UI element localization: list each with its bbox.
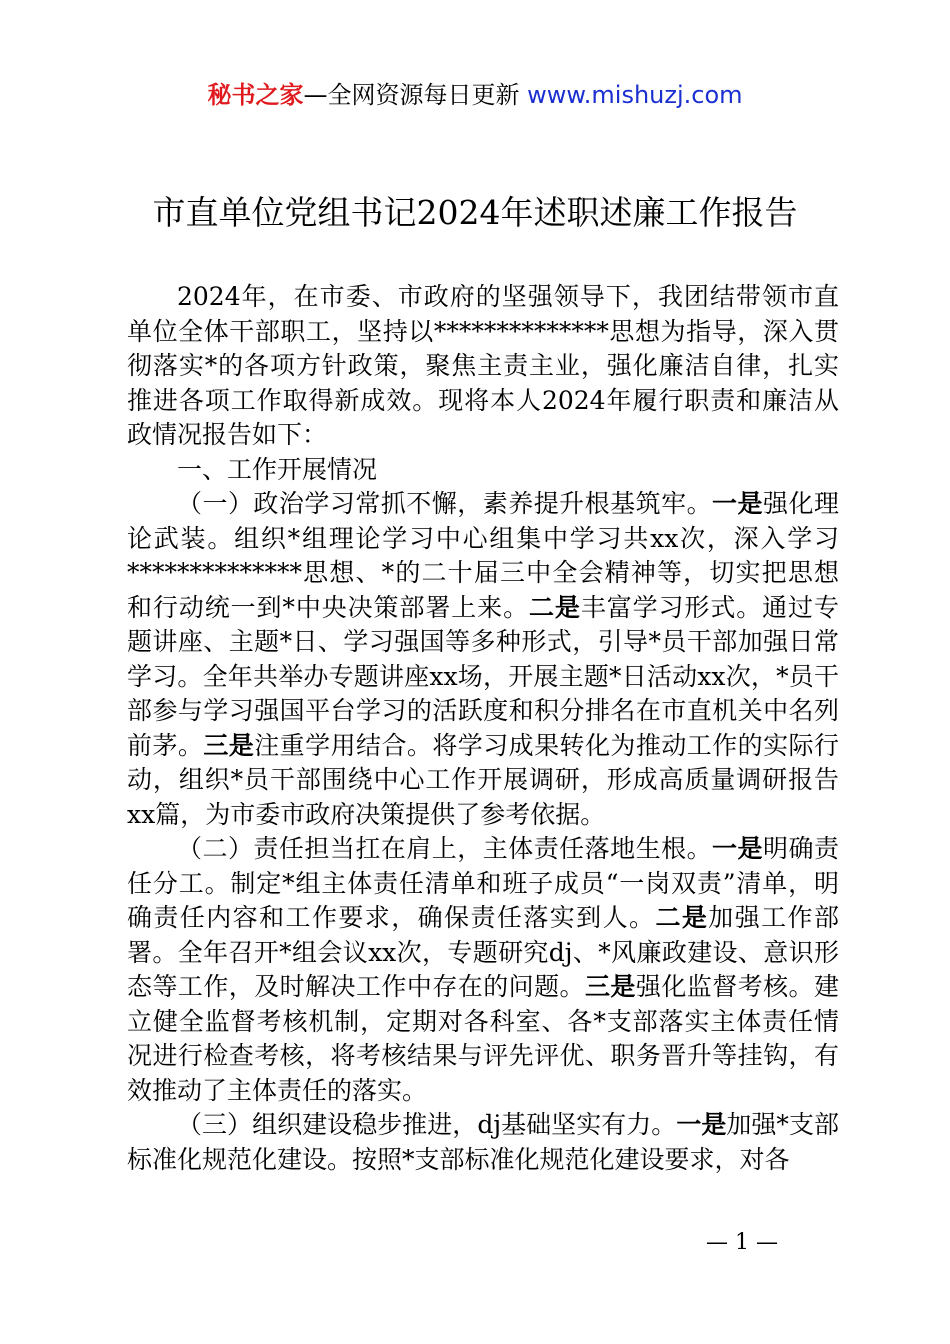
subsection-title: （一）政治学习常抓不懈，素养提升根基筑牢。 <box>177 489 713 518</box>
paragraph-text: 明确责任分工。制定*组主体责任清单和班子成员“一岗双责”清单，明确责任内容和工作要求，确保责任落实到人。 <box>127 834 839 932</box>
keyword-second: 二是 <box>655 903 709 932</box>
keyword-first: 一是 <box>712 834 764 863</box>
site-brand: 秘书之家 <box>207 81 304 109</box>
paragraph-text: 强化监督考核。建立健全监督考核机制，定期对各科室、各*支部落实主体责任情况进行检查考核，将考核结果与评先评优、职务晋升等挂钩，有效推动了主体责任的落实。 <box>127 972 839 1105</box>
paragraph-text: 强化理论武装。组织*组理论学习中心组集中学习共xx次，深入学习**************思想、*的二十届三中全会精神等，切实把思想和行动统一到*中央决策部署上来。 <box>127 489 839 622</box>
keyword-second: 二是 <box>529 592 581 622</box>
paragraph-text: 注重学用结合。将学习成果转化为推动工作的实际行动，组织*员干部围绕中心工作开展调研，形成高质量调研报告xx篇，为市委市政府决策提供了参考依据。 <box>127 730 839 829</box>
keyword-first: 一是 <box>712 489 764 518</box>
intro-paragraph: 2024年，在市委、市政府的坚强领导下，我团结带领市直单位全体干部职工，坚持以**************思想为指导，深入贯彻落实*的各项方针政策，聚焦主责主业，强化廉洁自律，扎实推进各项工作取得新成效。现将本人2024年履行职责和廉洁从政情况报告如下： <box>127 282 839 449</box>
keyword-third: 三是 <box>584 972 636 1001</box>
paragraph-text: 加强*支部标准化规范化建设。按照*支部标准化规范化建设要求，对各 <box>127 1110 839 1174</box>
subsection-title: （二）责任担当扛在肩上，主体责任落地生根。 <box>177 834 713 863</box>
keyword-first: 一是 <box>676 1110 727 1139</box>
paragraph-text: 丰富学习形式。通过专题讲座、主题*日、学习强国等多种形式，引导*员干部加强日常学习。全年共举办专题讲座xx场，开展主题*日活动xx次，*员干部参与学习强国平台学习的活跃度和积分排名在市直机关中名列前茅。 <box>127 592 839 760</box>
page-number: — 1 — <box>706 1230 778 1255</box>
paragraph-text: 加强工作部署。全年召开*组会议xx次，专题研究dj、*风廉政建设、意识形态等工作，及时解决工作中存在的问题。 <box>127 903 839 1001</box>
site-header <box>0 78 950 112</box>
site-url-link[interactable]: www.mishuzj.com <box>527 81 743 109</box>
document-body <box>127 280 839 1177</box>
section-heading: 一、工作开展情况 <box>177 454 378 484</box>
subsection-paragraph-2 <box>127 832 839 1108</box>
subsection-title: （三）组织建设稳步推进，dj基础坚实有力。 <box>177 1110 677 1139</box>
subsection-paragraph-1 <box>127 487 839 832</box>
site-tagline: —全网资源每日更新 <box>303 81 528 109</box>
document-title: 市直单位党组书记2024年述职述廉工作报告 <box>152 193 798 232</box>
keyword-third: 三是 <box>203 730 255 760</box>
subsection-paragraph-3 <box>127 1108 839 1177</box>
